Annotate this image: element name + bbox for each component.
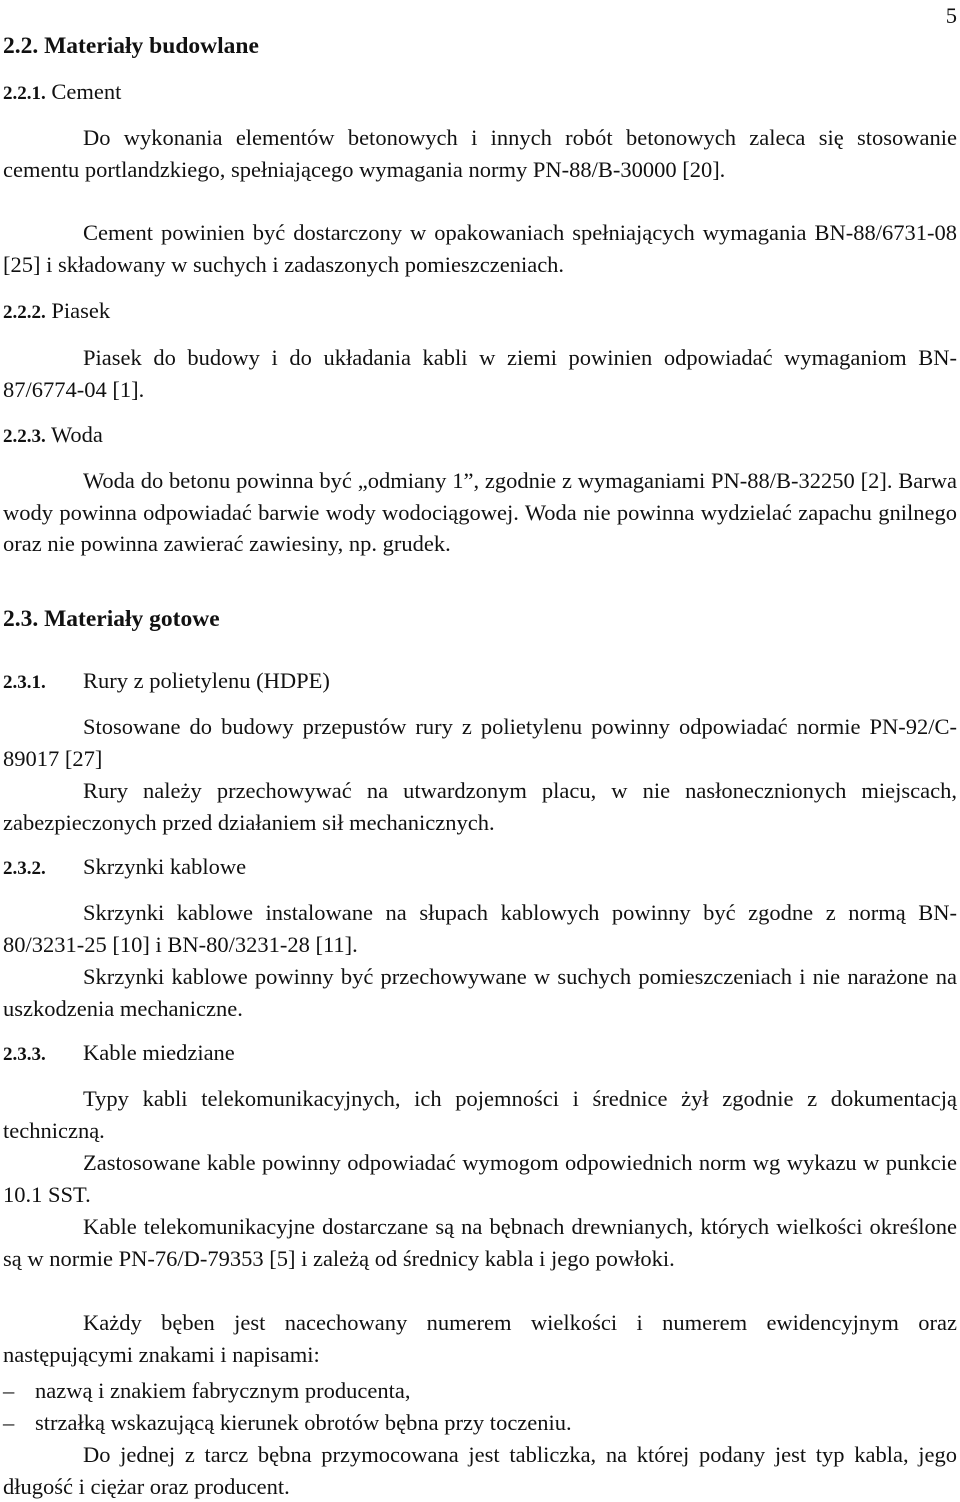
paragraph-rury-1: Stosowane do budowy przepustów rury z polietylenu powinny odpowiadać normie PN-92/C-89017 [27]: [3, 714, 957, 771]
subsection-title: Cement: [51, 79, 122, 104]
subsection-heading-cement: [3, 76, 121, 110]
paragraph-cement-2: Cement powinien być dostarczony w opakowaniach spełniających wymagania BN-88/6731-08 [25] i składowany w suchych i zadaszonych pomieszczeniach.: [3, 220, 957, 277]
list-item-text: nazwą i znakiem fabrycznym producenta,: [35, 1378, 411, 1403]
subsection-title: Kable miedziane: [83, 1040, 235, 1065]
subsection-title: Skrzynki kablowe: [83, 854, 247, 879]
dash-bullet: –: [3, 1410, 15, 1435]
paragraph-woda-1: Woda do betonu powinna być „odmiany 1”, zgodnie z wymaganiami PN-88/B-32250 [2]. Barwa wody powinna odpowiadać barwie wody wodociągowej. Woda nie powinna wydzielać zapachu gnilnego oraz nie powinna zawierać zawiesiny, np. grudek.: [3, 468, 957, 556]
paragraph-cement-1: Do wykonania elementów betonowych i innych robót betonowych zaleca się stosowanie cementu portlandzkiego, spełniającego wymagania normy PN-88/B-30000 [20].: [3, 125, 957, 182]
subsection-number: 2.2.3.: [3, 426, 46, 447]
paragraph-skrzynki-2: Skrzynki kablowe powinny być przechowywane w suchych pomieszczeniach i nie narażone na uszkodzenia mechaniczne.: [3, 964, 957, 1021]
list-item: [3, 1375, 957, 1407]
paragraph-kable-3: Kable telekomunikacyjne dostarczane są na bębnach drewnianych, których wielkości określone są w normie PN-76/D-79353 [5] i zależą od średnicy kabla i jego powłoki.: [3, 1214, 957, 1271]
subsection-heading-skrzynki: [3, 851, 246, 885]
subsection-number: 2.3.2.: [3, 858, 46, 879]
paragraph-kable-2: Zastosowane kable powinny odpowiadać wymogom odpowiednich norm wg wykazu w punkcie 10.1 SST.: [3, 1150, 957, 1207]
paragraph-rury-2: Rury należy przechowywać na utwardzonym placu, w nie nasłonecznionych miejscach, zabezpieczonych przed działaniem sił mechanicznych.: [3, 778, 957, 835]
section-heading-materialy-gotowe: 2.3. Materiały gotowe: [3, 606, 220, 632]
subsection-heading-rury: [3, 665, 330, 699]
subsection-heading-woda: [3, 419, 103, 453]
paragraph-piasek-1: Piasek do budowy i do układania kabli w ziemi powinien odpowiadać wymaganiom BN-87/6774-04 [1].: [3, 345, 957, 402]
subsection-number: 2.3.3.: [3, 1044, 46, 1065]
section-heading-materialy-budowlane: 2.2. Materiały budowlane: [3, 33, 259, 59]
subsection-number: 2.2.1.: [3, 83, 46, 104]
subsection-title: Rury z polietylenu (HDPE): [83, 668, 330, 693]
paragraph-kable-1: Typy kabli telekomunikacyjnych, ich pojemności i średnice żył zgodnie z dokumentacją techniczną.: [3, 1086, 957, 1143]
subsection-number: 2.3.1.: [3, 672, 46, 693]
paragraph-kable-4: Każdy bęben jest nacechowany numerem wielkości i numerem ewidencyjnym oraz następującymi znakami i napisami:: [3, 1310, 957, 1367]
list-item-text: strzałką wskazującą kierunek obrotów bębna przy toczeniu.: [35, 1410, 572, 1435]
list-item: [3, 1407, 957, 1439]
subsection-title: Piasek: [51, 298, 111, 323]
page-number: 5: [945, 3, 957, 28]
paragraph-skrzynki-1: Skrzynki kablowe instalowane na słupach kablowych powinny być zgodne z normą BN-80/3231-25 [10] i BN-80/3231-28 [11].: [3, 900, 957, 957]
paragraph-kable-5: Do jednej z tarcz bębna przymocowana jest tabliczka, na której podany jest typ kabla, jego długość i ciężar oraz producent.: [3, 1442, 957, 1499]
dash-bullet: –: [3, 1378, 15, 1403]
subsection-title: Woda: [50, 422, 103, 447]
subsection-heading-piasek: [3, 295, 110, 329]
subsection-heading-kable: [3, 1037, 235, 1071]
subsection-number: 2.2.2.: [3, 302, 46, 323]
